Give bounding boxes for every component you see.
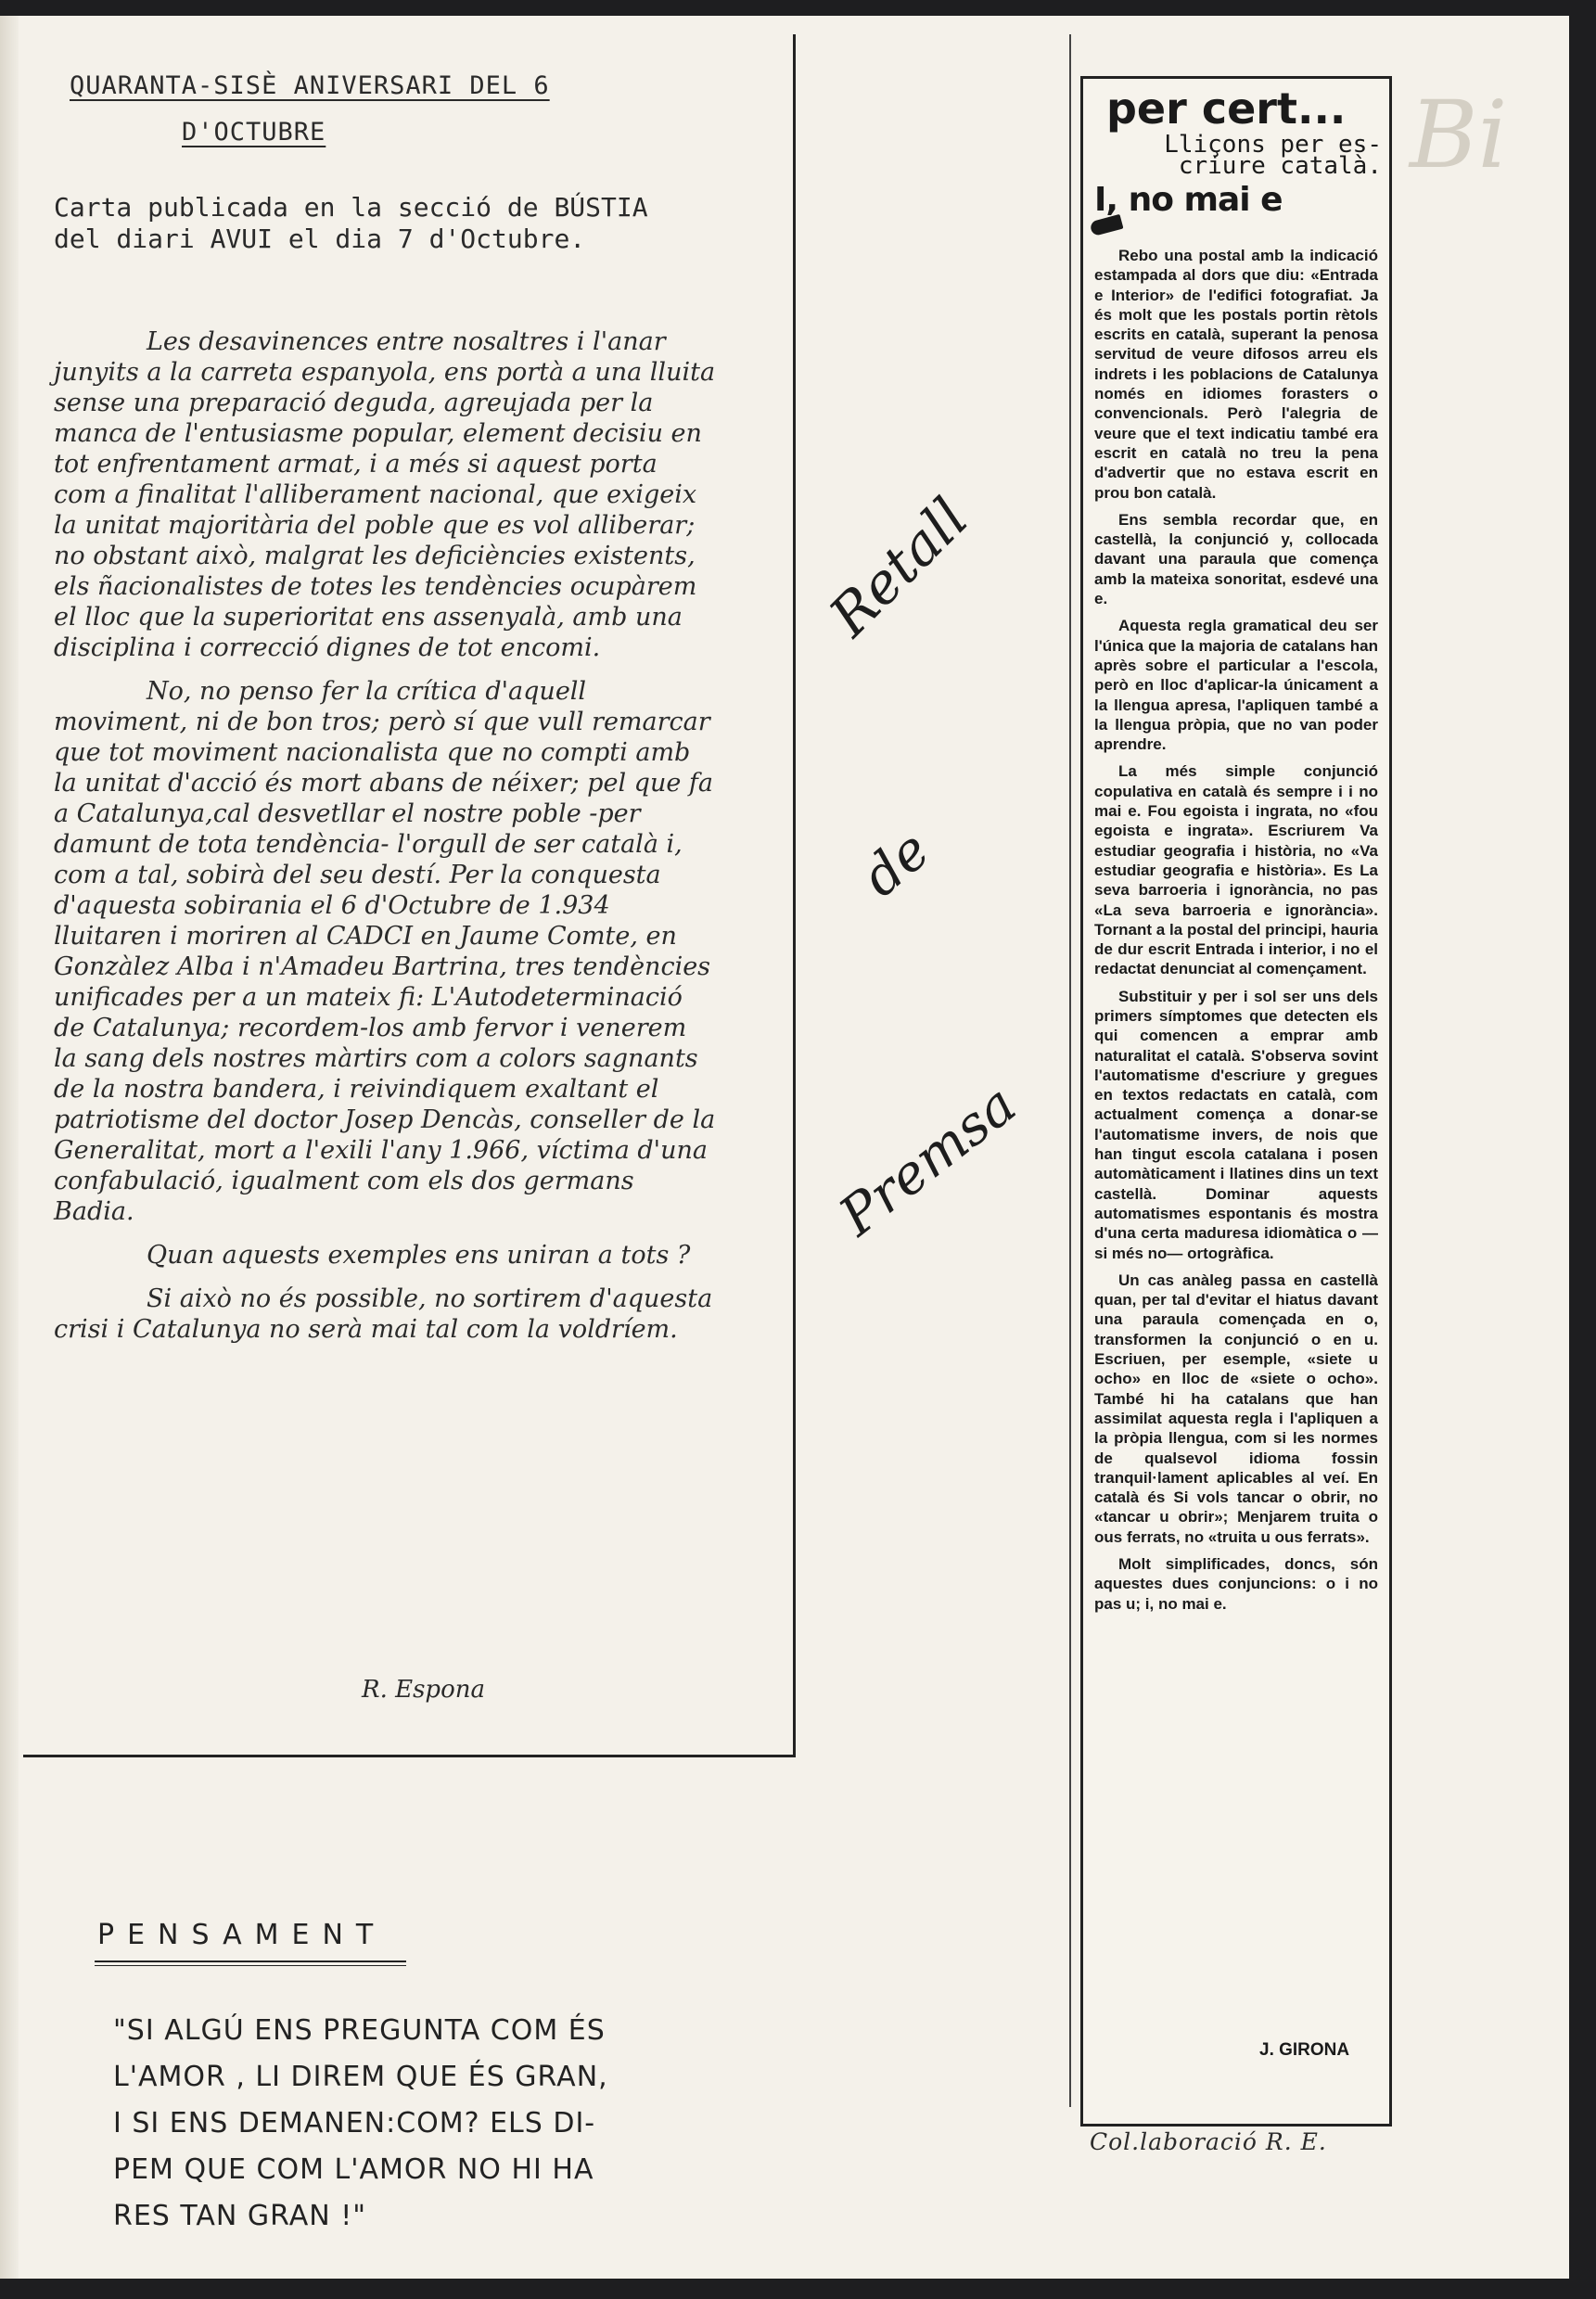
clipping-paragraph: La més simple conjunció copulativa en català és sempre i i no mai e. Fou egoista i ingrata, no «fou egoista e ingrata». Escriurem Va estudiar geografia i història, no «Va estudiar geografia e història». Es La seva barroeria i ignorància, no pas «La seva barroeria e ignorància». Tornant a la postal del principi, hauria de dur escrit Entrada i interior, i no el redactat denunciat al començament. [1094, 762, 1378, 978]
handwritten-retall: Retall [817, 485, 981, 650]
clipping-divider [1069, 34, 1071, 2107]
letter-paragraph: Si això no és possible, no sortirem d'aquesta crisi i Catalunya no serà mai tal com la voldríem. [54, 1284, 713, 1344]
quote-line: RES TAN GRAN !" [113, 2200, 367, 2232]
letter-paragraph: Quan aquests exemples ens uniran a tots ? [147, 1241, 691, 1270]
pensament-underline [95, 1961, 406, 1962]
binding-gutter [0, 16, 19, 2279]
handwritten-premsa: Premsa [827, 1072, 1028, 1248]
clipping-body [1094, 246, 1378, 1621]
article-intro: Carta publicada en la secció de BÚSTIA del diari AVUI el dia 7 d'Octubre. [54, 192, 648, 254]
article-right-border [793, 34, 796, 1757]
clipping-header: per cert... [1106, 83, 1347, 134]
clipping-paragraph: Un cas anàleg passa en castellà quan, per tal d'evitar el hiatus davant una paraula començada en o, transformen la conjunció o en u. Escriuen, per esemple, «siete u ocho» en lloc de «siete o ocho». També hi ha catalans que han assimilat aquesta regla i l'apliquen a la pròpia llengua, com si les normes de qualsevol idioma fossin tranquil·lament aplicables al veí. En català és Si vols tancar o obrir, no «tancar u obrir»; Menjarem truita o ous ferrats, no «truita u ous ferrats». [1094, 1271, 1378, 1546]
article-letter [54, 326, 717, 1345]
clipping-paragraph: Substituir y per i sol ser uns dels primers símptomes que detecten els qui comencen a emprar amb naturalitat el català. S'observa sovint l'automatisme d'escriure y gregues en textos redactats en català, com actualment comença a donar-se l'automatisme invers, de nois que han tingut escola catalana i posen automàticament i llatines dins un text castellà. Dominar aquests automatismes espontanis és mostra d'una certa maduresa idiomàtica o —si més no— ortogràfica. [1094, 987, 1378, 1262]
newspaper-clipping [1080, 76, 1392, 2127]
bleed-through-text [1396, 275, 1553, 2037]
clipping-paragraph: Rebo una postal amb la indicació estampada al dors que diu: «Entrada e Interior» de l'edifici fotografiat. Ja és molt que les postals portin rètols escrits en català, superant la penosa servitud de veure difosos arreu els indrets i les poblacions de Catalunya només en idiomes forasters o convencionals. Però l'alegria de veure que el text indicatiu també era escrit en català no treu la pena d'advertir que no estava escrit en prou bon català. [1094, 247, 1378, 502]
pensament-title: PENSAMENT [97, 1919, 387, 1951]
pensament-underline [95, 1965, 406, 1966]
clipping-signature: J. GIRONA [1259, 2040, 1350, 2060]
clipping-subheader-line: Lliçons per es- [1164, 131, 1382, 159]
clipping-paragraph: Aquesta regla gramatical deu ser l'única que la majoria de catalans han après sobre el particular a l'escola, però en lloc d'aplicar-la únicament a la llengua apresa, l'apliquen també a la llengua pròpia, que no van poder aprendre. [1094, 617, 1378, 754]
letter-paragraph: Les desavinences entre nosaltres i l'anar junyits a la carreta espanyola, ens portà a una lluita sense una preparació deguda, agreujada per la manca de l'entusiasme popular, element decisiu en tot enfrentament armat, i a més si aquest porta com a finalitat l'alliberament nacional, que exigeix la unitat majoritària del poble que es vol alliberar; no obstant això, malgrat les deficiències existents, els ñacionalistes de totes les tendències ocupàrem el lloc que la superioritat ens assenyalà, amb una disciplina i correcció dignes de tot encomi. [54, 327, 716, 662]
quote-line: I SI ENS DEMANEN:COM? ELS DI- [113, 2107, 596, 2139]
quote-line: L'AMOR , LI DIREM QUE ÉS GRAN, [113, 2061, 608, 2093]
clipping-headline: I, no mai e [1094, 181, 1283, 219]
scanned-page [0, 16, 1569, 2279]
article-title-line1: QUARANTA-SISÈ ANIVERSARI DEL 6 [70, 71, 550, 100]
article-bottom-border [23, 1755, 796, 1757]
clipping-paragraph: Molt simplificades, doncs, són aquestes dues conjuncions: o i no pas u; i, no mai e. [1094, 1555, 1378, 1613]
article-signature: R. Espona [362, 1676, 485, 1704]
clipping-paragraph: Ens sembla recordar que, en castellà, la conjunció y, collocada davant una paraula que comença amb la mateixa sonoritat, esdevé una e. [1094, 510, 1378, 608]
bleed-through-logo: Bi [1410, 81, 1508, 189]
article-title-line2: D'OCTUBRE [182, 118, 326, 147]
clipping-subheader-line: criure català. [1178, 152, 1382, 180]
collaboration-credit: Col.laboració R. E. [1090, 2128, 1327, 2155]
handwritten-de: de [849, 817, 941, 910]
letter-paragraph: No, no penso fer la crítica d'aquell moviment, ni de bon tros; però sí que vull remarcar que tot moviment nacionalista que no compti amb la unitat d'acció és mort abans de néixer; pel que fa a Catalunya,cal desvetllar el nostre poble -per damunt de tota tendència- l'orgull de ser català i, com a tal, sobirà del seu destí. Per la conquesta d'aquesta sobirania el 6 d'Octubre de 1.934 lluitaren i moriren al CADCI en Jaume Comte, en Gonzàlez Alba i n'Amadeu Bartrina, tres tendències unificades per a un mateix fi: L'Autodeterminació de Catalunya; recordem-los amb fervor i venerem la sang dels nostres màrtirs com a colors sagnants de la nostra bandera, i reivindiquem exaltant el patriotisme del doctor Josep Dencàs, conseller de la Generalitat, mort a l'exili l'any 1.966, víctima d'una confabulació, igualment com els dos germans Badia. [54, 677, 716, 1226]
clipping-subheader [1094, 131, 1382, 180]
pensament-quote [113, 2008, 688, 2240]
quote-line: PEM QUE COM L'AMOR NO HI HA [113, 2153, 594, 2186]
quote-line: "SI ALGÚ ENS PREGUNTA COM ÉS [113, 2014, 606, 2047]
